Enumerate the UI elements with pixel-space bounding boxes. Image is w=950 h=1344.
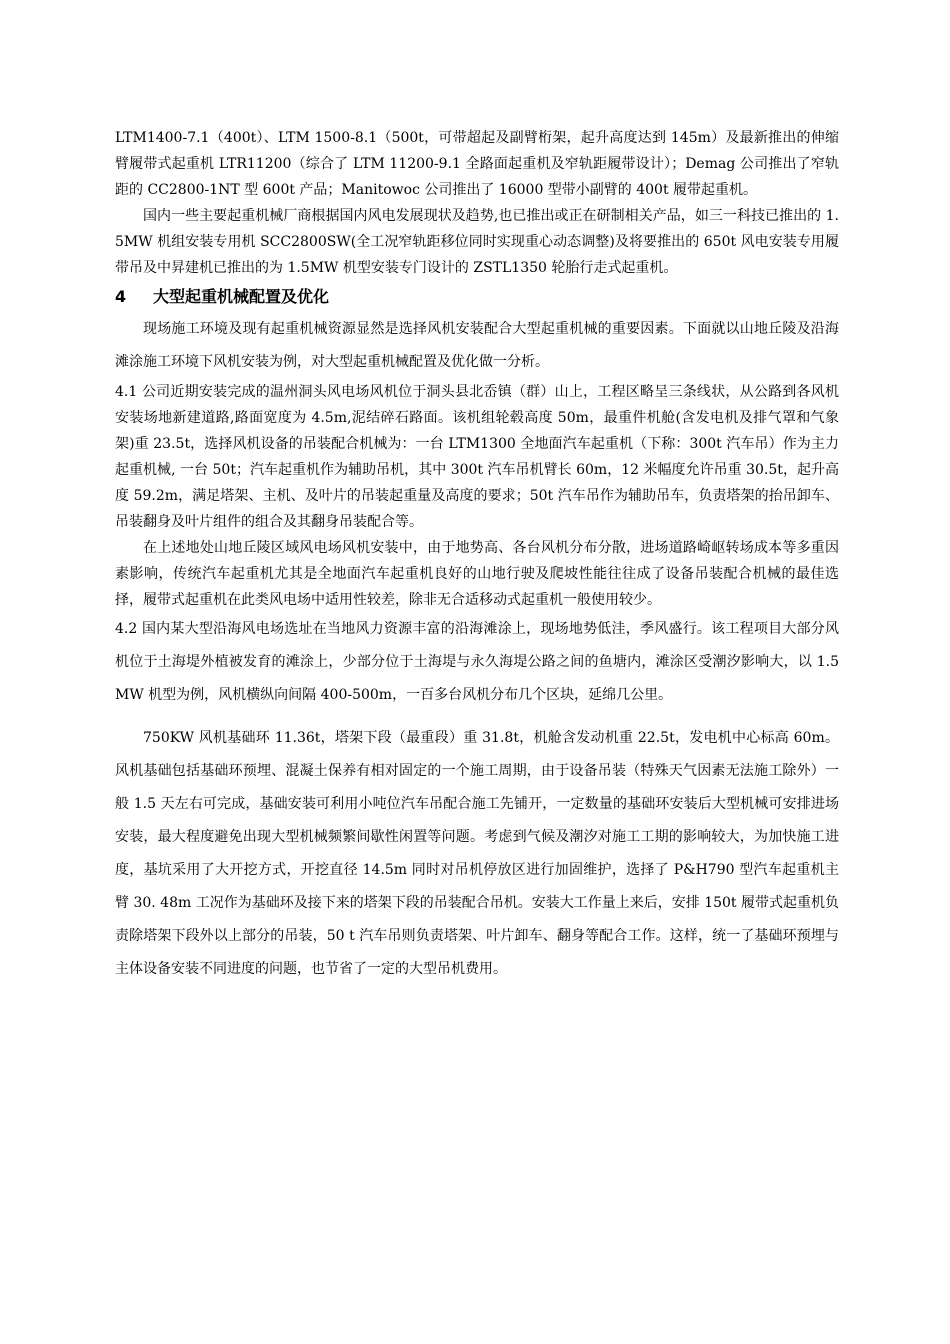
paragraph-intro-cranes: LTM1400-7.1（400t）、LTM 1500-8.1（500t，可带超起及副臂桁架，起升高度达到 145m）及最新推出的伸缩臂履带式起重机 LTR11200（综合了 LTM 11200-9.1 全路面起重机及窄轨距履带设计）；Demag 公司推出了窄轨距的 CC2800-1NT 型 600t 产品；Manitowoc 公司推出了 16000 型带小副臂的 400t 履带起重机。 xyxy=(115,130,839,198)
paragraph-750kw: 750KW 风机基础环 11.36t，塔架下段（最重段）重 31.8t，机舱含发动机重 22.5t，发电机中心标高 60m。风机基础包括基础环预埋、混凝土保养有相对固定的一个施工周期，由于设备吊装（特殊天气因素无法施工除外）一般 1.5 天左右可完成，基础安装可利用小吨位汽车吊配合施工先铺开，一定数量的基础环安装后大型机械可安排进场安装，最大程度避免出现大型机械频繁间歇性闲置等问题。考虑到气候及潮汐对施工工期的影响较大，为加快施工进度，基坑采用了大开挖方式，开挖直径 14.5m 同时对吊机停放区进行加固维护，选择了 P&H790 型汽车起重机主臂 30. 48m 工况作为基础环及接下来的塔架下段的吊装配合吊机。安装大工作量上来后，安排 150t 履带式起重机负责除塔架下段外以上部分的吊装，50 t 汽车吊则负责塔架、叶片卸车、翻身等配合工作。这样，统一了基础环预埋与主体设备安装不同进度的问题，也节省了一定的大型吊机费用。 xyxy=(115,730,839,977)
paragraph-domestic-manufacturers: 国内一些主要起重机械厂商根据国内风电发展现状及趋势,也已推出或正在研制相关产品，如三一科技已推出的 1.5MW 机组安装专用机 SCC2800SW(全工况窄轨距移位同时实现重心动态调整)及将要推出的 650t 风电安装专用履带吊及中昇建机已推出的为 1.5MW 机型安装专门设计的 ZSTL1350 轮胎行走式起重机。 xyxy=(115,208,839,276)
section-heading xyxy=(115,285,839,309)
section-number: 4 xyxy=(115,287,127,306)
paragraph-4-2: 4.2 国内某大型沿海风电场选址在当地风力资源丰富的沿海滩涂上，现场地势低洼，季风盛行。该工程项目大部分风机位于土海堤外植被发育的滩涂上，少部分位于土海堤与永久海堤公路之间的鱼塘内，滩涂区受潮汐影响大，以 1.5MW 机型为例，风机横纵向间隔 400-500m，一百多台风机分布几个区块，延绵几公里。 xyxy=(115,621,839,703)
document-page xyxy=(115,125,839,986)
paragraph-environment: 现场施工环境及现有起重机械资源显然是选择风机安装配合大型起重机械的重要因素。下面就以山地丘陵及沿海滩涂施工环境下风机安装为例，对大型起重机械配置及优化做一分析。 xyxy=(115,321,839,370)
paragraph-4-1: 4.1 公司近期安装完成的温州洞头风电场风机位于洞头县北岙镇（群）山上，工程区略呈三条线状，从公路到各风机安装场地新建道路,路面宽度为 4.5m,泥结碎石路面。该机组轮毂高度 50m，最重件机舱(含发电机及排气罩和气象架)重 23.5t，选择风机设备的吊装配合机械为：一台 LTM1300 全地面汽车起重机（下称：300t 汽车吊）作为主力起重机械, 一台 50t；汽车起重机作为辅助吊机，其中 300t 汽车吊机臂长 60m，12 米幅度允许吊重 30.5t，起升高度 59.2m，满足塔架、主机、及叶片的吊装起重量及高度的要求；50t 汽车吊作为辅助吊车，负责塔架的抬吊卸车、吊装翻身及叶片组件的组合及其翻身吊装配合等。 xyxy=(115,384,839,530)
paragraph-mountain-analysis: 在上述地处山地丘陵区域风电场风机安装中，由于地势高、各台风机分布分散，进场道路崎岖转场成本等多重因素影响，传统汽车起重机尤其是全地面汽车起重机良好的山地行驶及爬坡性能往往成了设备吊装配合机械的最佳选择，履带式起重机在此类风电场中适用性较差，除非无合适移动式起重机一般使用较少。 xyxy=(115,540,839,608)
section-title: 大型起重机械配置及优化 xyxy=(153,287,330,306)
